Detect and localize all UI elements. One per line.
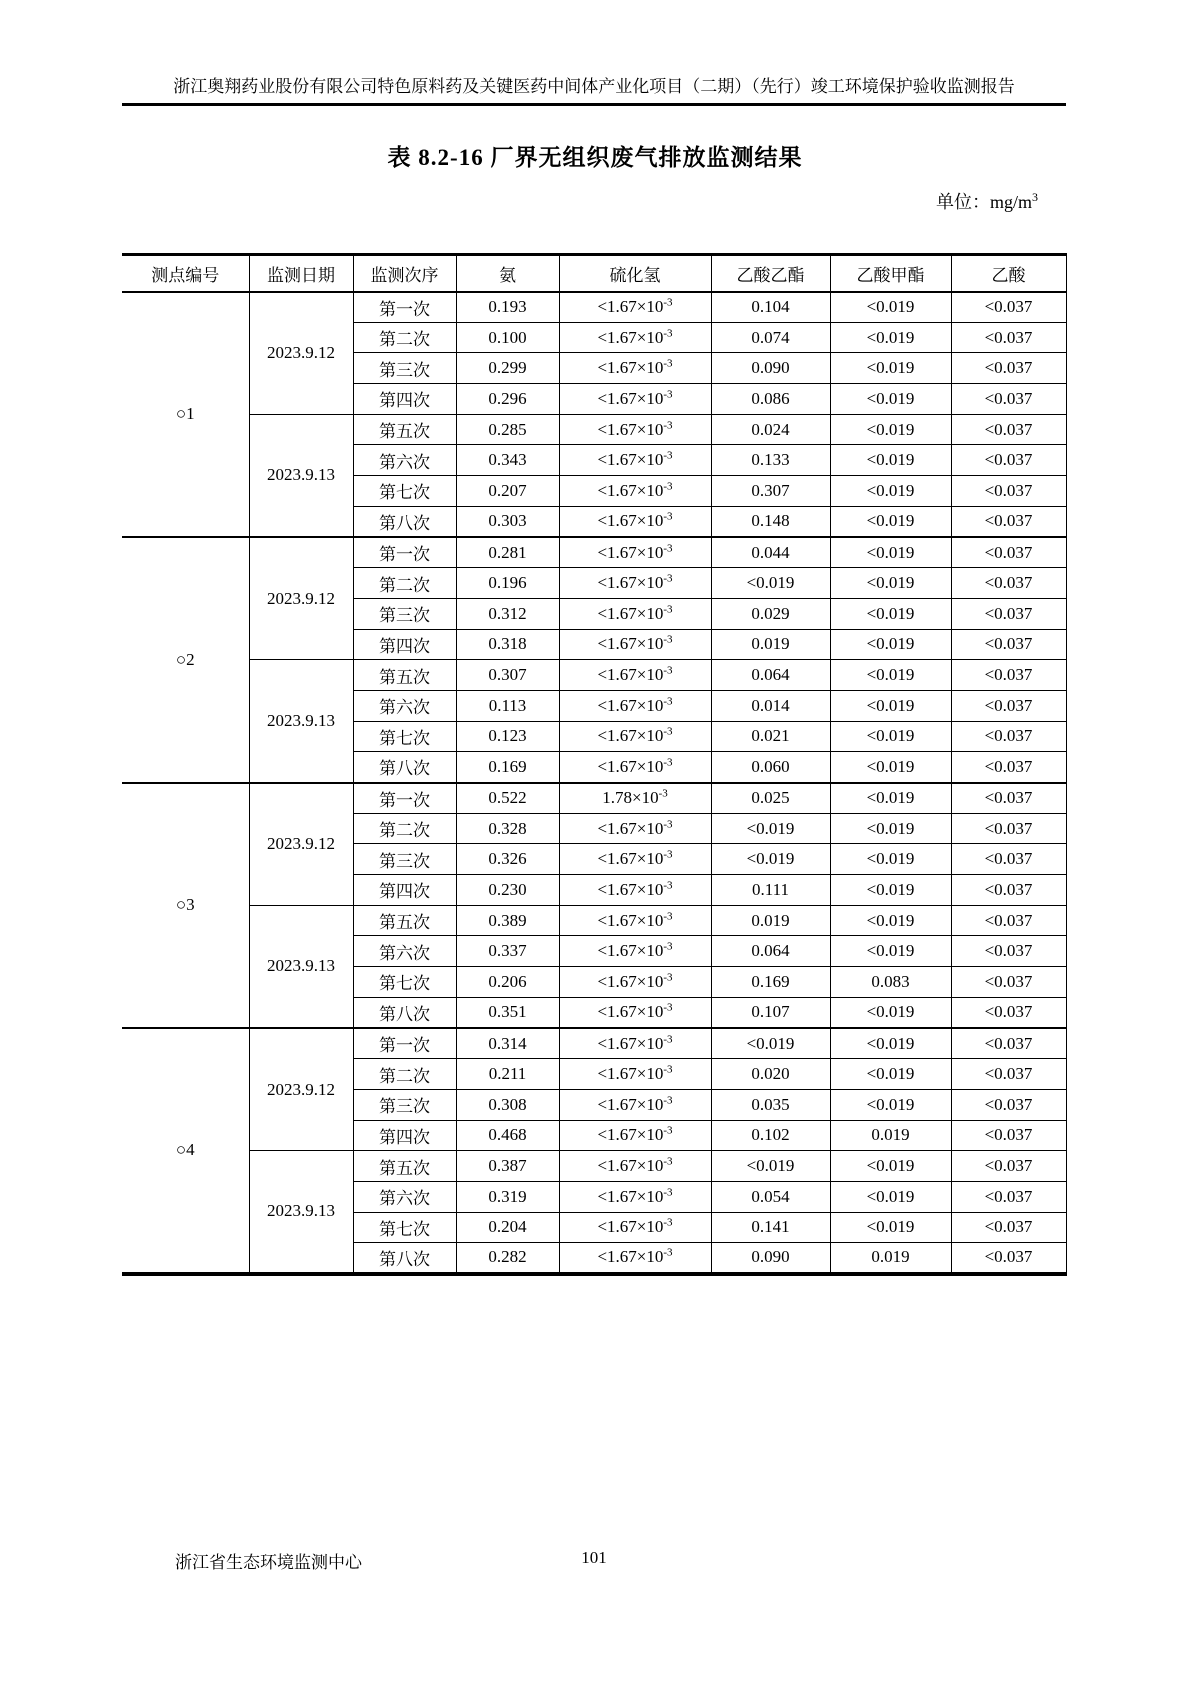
value-cell: 0.064 <box>711 936 830 967</box>
value-cell: <0.037 <box>951 1181 1066 1212</box>
footer-organization: 浙江省生态环境监测中心 <box>175 1553 362 1572</box>
sequence-cell: 第三次 <box>353 844 456 875</box>
value-cell: <0.037 <box>951 844 1066 875</box>
value-cell: 0.107 <box>711 997 830 1028</box>
column-header: 监测次序 <box>353 255 456 292</box>
date-cell: 2023.9.12 <box>249 783 353 906</box>
value-cell: 0.020 <box>711 1059 830 1090</box>
sequence-cell: 第四次 <box>353 629 456 660</box>
value-cell: 0.318 <box>456 629 559 660</box>
page-number: 101 <box>581 1548 607 1567</box>
value-cell: $<1.67\times 10^{-3}$ <box>559 721 711 752</box>
table-row <box>122 292 1066 323</box>
sequence-cell: 第四次 <box>353 1120 456 1151</box>
value-cell: <0.037 <box>951 813 1066 844</box>
value-cell: 0.086 <box>711 384 830 415</box>
document-header <box>122 76 1066 106</box>
superscript-exponent: -3 <box>658 787 668 800</box>
value-cell: <0.019 <box>830 384 951 415</box>
value-cell: 0.133 <box>711 445 830 476</box>
superscript-exponent: -3 <box>663 909 673 922</box>
value-cell: <0.037 <box>951 353 1066 384</box>
value-cell: 0.148 <box>711 506 830 537</box>
value-cell: <0.019 <box>830 322 951 353</box>
value-cell: 0.035 <box>711 1089 830 1120</box>
sequence-cell: 第一次 <box>353 537 456 568</box>
value-cell: <0.037 <box>951 292 1066 323</box>
document-footer <box>122 1548 1066 1570</box>
value-cell: <0.019 <box>830 905 951 936</box>
value-cell: 0.307 <box>711 476 830 507</box>
sequence-cell: 第二次 <box>353 568 456 599</box>
value-cell: $<1.67\times 10^{-3}$ <box>559 844 711 875</box>
column-header: 监测日期 <box>249 255 353 292</box>
date-cell: 2023.9.12 <box>249 292 353 415</box>
value-cell: 0.319 <box>456 1181 559 1212</box>
value-cell: <0.037 <box>951 1151 1066 1182</box>
superscript-exponent: -3 <box>663 357 673 370</box>
value-cell: $<1.67\times 10^{-3}$ <box>559 292 711 323</box>
superscript-exponent: -3 <box>663 603 673 616</box>
value-cell: <0.019 <box>711 568 830 599</box>
value-cell: 0.019 <box>830 1120 951 1151</box>
value-cell: $<1.67\times 10^{-3}$ <box>559 322 711 353</box>
value-cell: $<1.67\times 10^{-3}$ <box>559 813 711 844</box>
document-header-text: 浙江奥翔药业股份有限公司特色原料药及关键医药中间体产业化项目（二期）（先行）竣工环境保护验收监测报告 <box>173 77 1015 96</box>
value-cell: $<1.67\times 10^{-3}$ <box>559 506 711 537</box>
value-cell: 0.123 <box>456 721 559 752</box>
value-cell: 0.299 <box>456 353 559 384</box>
value-cell: <0.019 <box>830 936 951 967</box>
value-cell: <0.019 <box>830 997 951 1028</box>
value-cell: 0.090 <box>711 1243 830 1274</box>
value-cell: $<1.67\times 10^{-3}$ <box>559 967 711 998</box>
value-cell: $<1.67\times 10^{-3}$ <box>559 997 711 1028</box>
value-cell: <0.019 <box>830 537 951 568</box>
sequence-cell: 第八次 <box>353 997 456 1028</box>
value-cell: 0.468 <box>456 1120 559 1151</box>
superscript-exponent: -3 <box>663 541 673 554</box>
superscript-exponent: -3 <box>663 879 673 892</box>
date-cell: 2023.9.12 <box>249 537 353 660</box>
value-cell: <0.019 <box>711 844 830 875</box>
value-cell: 0.193 <box>456 292 559 323</box>
sequence-cell: 第三次 <box>353 1089 456 1120</box>
value-cell: <0.019 <box>830 568 951 599</box>
value-cell: 0.308 <box>456 1089 559 1120</box>
value-cell: $<1.67\times 10^{-3}$ <box>559 936 711 967</box>
value-cell: 0.389 <box>456 905 559 936</box>
table-row <box>122 1028 1066 1059</box>
sequence-cell: 第五次 <box>353 414 456 445</box>
value-cell: 0.296 <box>456 384 559 415</box>
value-cell: 0.206 <box>456 967 559 998</box>
superscript-exponent: -3 <box>663 756 673 769</box>
value-cell: <0.037 <box>951 322 1066 353</box>
value-cell: <0.019 <box>830 813 951 844</box>
value-cell: <0.019 <box>830 721 951 752</box>
value-cell: 0.083 <box>830 967 951 998</box>
superscript-exponent: -3 <box>663 449 673 462</box>
value-cell: <0.037 <box>951 568 1066 599</box>
sequence-cell: 第四次 <box>353 384 456 415</box>
value-cell: 0.021 <box>711 721 830 752</box>
value-cell: <0.019 <box>830 1059 951 1090</box>
value-cell: 0.014 <box>711 690 830 721</box>
value-cell: 0.387 <box>456 1151 559 1182</box>
value-cell: <0.037 <box>951 905 1066 936</box>
value-cell: 0.090 <box>711 353 830 384</box>
sequence-cell: 第五次 <box>353 660 456 691</box>
value-cell: 0.285 <box>456 414 559 445</box>
value-cell: 0.019 <box>711 905 830 936</box>
value-cell: $<1.67\times 10^{-3}$ <box>559 1028 711 1059</box>
sequence-cell: 第一次 <box>353 292 456 323</box>
value-cell: $<1.67\times 10^{-3}$ <box>559 445 711 476</box>
date-cell: 2023.9.13 <box>249 905 353 1028</box>
value-cell: <0.037 <box>951 445 1066 476</box>
value-cell: $1.78\times 10^{-3}$ <box>559 783 711 814</box>
sequence-cell: 第二次 <box>353 322 456 353</box>
value-cell: <0.037 <box>951 875 1066 906</box>
superscript-exponent: -3 <box>663 725 673 738</box>
value-cell: 0.314 <box>456 1028 559 1059</box>
table-row <box>122 660 1066 691</box>
value-cell: 0.351 <box>456 997 559 1028</box>
value-cell: $<1.67\times 10^{-3}$ <box>559 1059 711 1090</box>
value-cell: 0.282 <box>456 1243 559 1274</box>
value-cell: <0.037 <box>951 660 1066 691</box>
sequence-cell: 第八次 <box>353 752 456 783</box>
sequence-cell: 第六次 <box>353 1181 456 1212</box>
value-cell: <0.019 <box>830 1212 951 1243</box>
value-cell: 0.100 <box>456 322 559 353</box>
value-cell: <0.019 <box>830 476 951 507</box>
value-cell: $<1.67\times 10^{-3}$ <box>559 1120 711 1151</box>
sequence-cell: 第四次 <box>353 875 456 906</box>
value-cell: <0.037 <box>951 506 1066 537</box>
value-cell: <0.019 <box>830 783 951 814</box>
table-row <box>122 255 1066 292</box>
sequence-cell: 第二次 <box>353 1059 456 1090</box>
value-cell: <0.037 <box>951 598 1066 629</box>
sequence-cell: 第八次 <box>353 1243 456 1274</box>
value-cell: 0.312 <box>456 598 559 629</box>
value-cell: <0.037 <box>951 1028 1066 1059</box>
value-cell: <0.019 <box>830 875 951 906</box>
sequence-cell: 第六次 <box>353 445 456 476</box>
superscript-exponent: -3 <box>663 1001 673 1014</box>
superscript-exponent: -3 <box>663 1032 673 1045</box>
value-cell: $<1.67\times 10^{-3}$ <box>559 752 711 783</box>
value-cell: 0.211 <box>456 1059 559 1090</box>
value-cell: <0.019 <box>830 353 951 384</box>
value-cell: $<1.67\times 10^{-3}$ <box>559 476 711 507</box>
value-cell: $<1.67\times 10^{-3}$ <box>559 1212 711 1243</box>
value-cell: <0.037 <box>951 414 1066 445</box>
point-id-cell: ○1 <box>122 292 249 538</box>
superscript-exponent: -3 <box>663 388 673 401</box>
value-cell: 0.141 <box>711 1212 830 1243</box>
superscript-exponent: -3 <box>663 418 673 431</box>
sequence-cell: 第五次 <box>353 905 456 936</box>
value-cell: 0.060 <box>711 752 830 783</box>
value-cell: <0.037 <box>951 967 1066 998</box>
value-cell: 0.169 <box>456 752 559 783</box>
value-cell: <0.019 <box>830 1028 951 1059</box>
sequence-cell: 第三次 <box>353 353 456 384</box>
superscript-exponent: -3 <box>663 695 673 708</box>
unit-superscript: 3 <box>1032 190 1038 204</box>
table-body <box>122 292 1066 1274</box>
superscript-exponent: -3 <box>663 1216 673 1229</box>
column-header: 硫化氢 <box>559 255 711 292</box>
superscript-exponent: -3 <box>663 1063 673 1076</box>
superscript-exponent: -3 <box>663 510 673 523</box>
value-cell: $<1.67\times 10^{-3}$ <box>559 660 711 691</box>
unit-text: 单位：mg/m <box>935 192 1032 212</box>
value-cell: <0.037 <box>951 721 1066 752</box>
value-cell: $<1.67\times 10^{-3}$ <box>559 875 711 906</box>
superscript-exponent: -3 <box>663 1094 673 1107</box>
value-cell: 0.303 <box>456 506 559 537</box>
sequence-cell: 第六次 <box>353 936 456 967</box>
superscript-exponent: -3 <box>663 1155 673 1168</box>
value-cell: <0.019 <box>830 844 951 875</box>
table-row <box>122 1151 1066 1182</box>
superscript-exponent: -3 <box>663 1124 673 1137</box>
value-cell: 0.522 <box>456 783 559 814</box>
superscript-exponent: -3 <box>663 848 673 861</box>
value-cell: <0.037 <box>951 936 1066 967</box>
value-cell: <0.037 <box>951 629 1066 660</box>
sequence-cell: 第七次 <box>353 721 456 752</box>
column-header: 乙酸乙酯 <box>711 255 830 292</box>
superscript-exponent: -3 <box>663 296 673 309</box>
point-id-cell: ○3 <box>122 783 249 1029</box>
value-cell: <0.019 <box>830 1151 951 1182</box>
value-cell: <0.037 <box>951 997 1066 1028</box>
value-cell: $<1.67\times 10^{-3}$ <box>559 568 711 599</box>
unit-label <box>122 188 1066 214</box>
sequence-cell: 第一次 <box>353 783 456 814</box>
value-cell: 0.207 <box>456 476 559 507</box>
value-cell: 0.054 <box>711 1181 830 1212</box>
value-cell: $<1.67\times 10^{-3}$ <box>559 1151 711 1182</box>
value-cell: <0.019 <box>830 414 951 445</box>
value-cell: 0.326 <box>456 844 559 875</box>
value-cell: <0.019 <box>830 752 951 783</box>
value-cell: 0.204 <box>456 1212 559 1243</box>
value-cell: $<1.67\times 10^{-3}$ <box>559 690 711 721</box>
value-cell: <0.019 <box>830 690 951 721</box>
value-cell: $<1.67\times 10^{-3}$ <box>559 537 711 568</box>
value-cell: 0.343 <box>456 445 559 476</box>
value-cell: 0.064 <box>711 660 830 691</box>
table-row <box>122 414 1066 445</box>
sequence-cell: 第五次 <box>353 1151 456 1182</box>
value-cell: <0.019 <box>830 292 951 323</box>
date-cell: 2023.9.13 <box>249 660 353 783</box>
value-cell: <0.019 <box>830 598 951 629</box>
value-cell: 0.024 <box>711 414 830 445</box>
sequence-cell: 第一次 <box>353 1028 456 1059</box>
sequence-cell: 第二次 <box>353 813 456 844</box>
value-cell: $<1.67\times 10^{-3}$ <box>559 1089 711 1120</box>
sequence-cell: 第七次 <box>353 476 456 507</box>
value-cell: 0.102 <box>711 1120 830 1151</box>
value-cell: 0.196 <box>456 568 559 599</box>
value-cell: <0.037 <box>951 783 1066 814</box>
superscript-exponent: -3 <box>663 480 673 493</box>
table-header-row <box>122 255 1066 292</box>
value-cell: <0.037 <box>951 1059 1066 1090</box>
value-cell: <0.037 <box>951 690 1066 721</box>
table-row <box>122 783 1066 814</box>
superscript-exponent: -3 <box>663 1186 673 1199</box>
value-cell: 0.230 <box>456 875 559 906</box>
point-id-cell: ○4 <box>122 1028 249 1274</box>
value-cell: $<1.67\times 10^{-3}$ <box>559 353 711 384</box>
column-header: 乙酸 <box>951 255 1066 292</box>
sequence-cell: 第三次 <box>353 598 456 629</box>
value-cell: 0.281 <box>456 537 559 568</box>
value-cell: <0.037 <box>951 1212 1066 1243</box>
value-cell: 0.307 <box>456 660 559 691</box>
table-title: 表 8.2-16 厂界无组织废气排放监测结果 <box>387 145 803 170</box>
value-cell: <0.019 <box>711 1151 830 1182</box>
monitoring-table <box>122 253 1067 1276</box>
point-id-cell: ○2 <box>122 537 249 783</box>
superscript-exponent: -3 <box>663 664 673 677</box>
value-cell: 0.104 <box>711 292 830 323</box>
value-cell: $<1.67\times 10^{-3}$ <box>559 905 711 936</box>
value-cell: <0.019 <box>830 629 951 660</box>
value-cell: 0.019 <box>830 1243 951 1274</box>
table-row <box>122 537 1066 568</box>
value-cell: $<1.67\times 10^{-3}$ <box>559 414 711 445</box>
superscript-exponent: -3 <box>663 633 673 646</box>
value-cell: <0.019 <box>711 813 830 844</box>
table-row <box>122 905 1066 936</box>
value-cell: $<1.67\times 10^{-3}$ <box>559 1181 711 1212</box>
date-cell: 2023.9.13 <box>249 414 353 537</box>
value-cell: <0.019 <box>830 1181 951 1212</box>
column-header: 氨 <box>456 255 559 292</box>
superscript-exponent: -3 <box>663 1246 673 1259</box>
value-cell: $<1.67\times 10^{-3}$ <box>559 384 711 415</box>
value-cell: 0.113 <box>456 690 559 721</box>
value-cell: <0.037 <box>951 1120 1066 1151</box>
value-cell: $<1.67\times 10^{-3}$ <box>559 598 711 629</box>
superscript-exponent: -3 <box>663 940 673 953</box>
sequence-cell: 第七次 <box>353 967 456 998</box>
superscript-exponent: -3 <box>663 817 673 830</box>
value-cell: <0.037 <box>951 1243 1066 1274</box>
value-cell: <0.019 <box>830 1089 951 1120</box>
value-cell: <0.019 <box>830 445 951 476</box>
value-cell: <0.037 <box>951 1089 1066 1120</box>
superscript-exponent: -3 <box>663 572 673 585</box>
date-cell: 2023.9.12 <box>249 1028 353 1151</box>
sequence-cell: 第七次 <box>353 1212 456 1243</box>
superscript-exponent: -3 <box>663 326 673 339</box>
value-cell: <0.019 <box>711 1028 830 1059</box>
sequence-cell: 第八次 <box>353 506 456 537</box>
value-cell: <0.019 <box>830 660 951 691</box>
value-cell: <0.037 <box>951 752 1066 783</box>
date-cell: 2023.9.13 <box>249 1151 353 1274</box>
value-cell: $<1.67\times 10^{-3}$ <box>559 1243 711 1274</box>
column-header: 乙酸甲酯 <box>830 255 951 292</box>
value-cell: <0.037 <box>951 384 1066 415</box>
value-cell: 0.328 <box>456 813 559 844</box>
value-cell: 0.169 <box>711 967 830 998</box>
sequence-cell: 第六次 <box>353 690 456 721</box>
value-cell: <0.037 <box>951 537 1066 568</box>
superscript-exponent: -3 <box>663 971 673 984</box>
value-cell: 0.337 <box>456 936 559 967</box>
value-cell: 0.025 <box>711 783 830 814</box>
value-cell: <0.037 <box>951 476 1066 507</box>
value-cell: 0.074 <box>711 322 830 353</box>
value-cell: 0.111 <box>711 875 830 906</box>
value-cell: 0.029 <box>711 598 830 629</box>
value-cell: <0.019 <box>830 506 951 537</box>
value-cell: 0.019 <box>711 629 830 660</box>
column-header: 测点编号 <box>122 255 249 292</box>
value-cell: 0.044 <box>711 537 830 568</box>
value-cell: $<1.67\times 10^{-3}$ <box>559 629 711 660</box>
